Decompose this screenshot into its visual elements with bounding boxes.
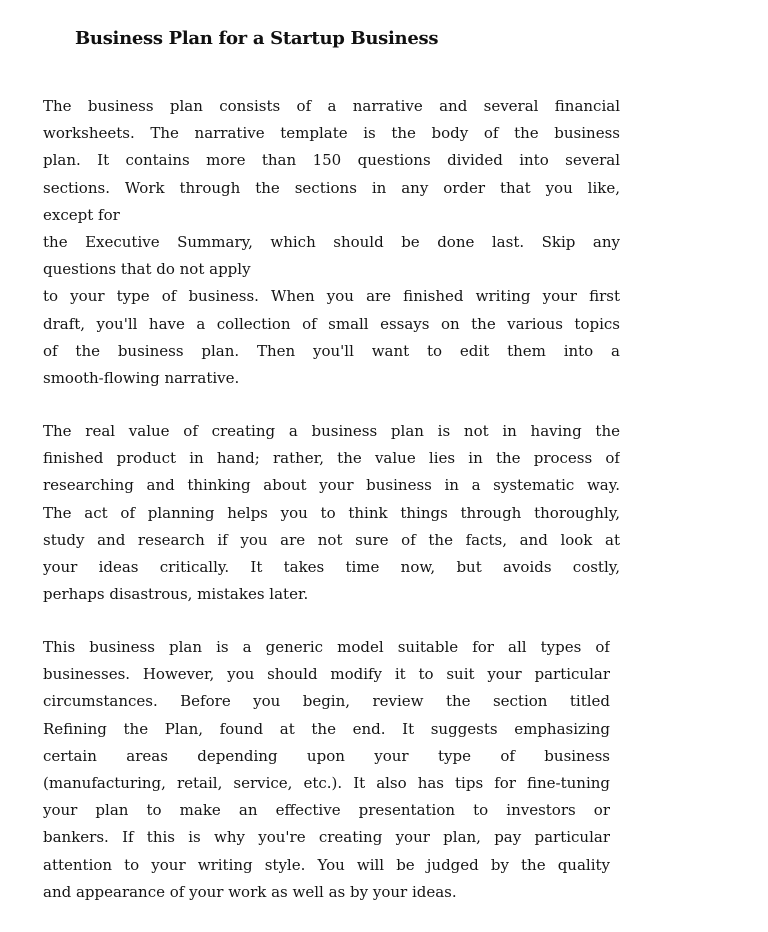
paragraph-line: plan. It contains more than 150 questions divided into several	[43, 151, 620, 170]
paragraph-line: draft, you'll have a collection of small essays on the various topics	[43, 314, 620, 333]
paragraph-line: The act of planning helps you to think things through thoroughly,	[43, 503, 620, 522]
paragraph-generic-model	[43, 634, 610, 906]
paragraph-line: certain areas depending upon your type of business	[43, 746, 610, 765]
paragraph-line: perhaps disastrous, mistakes later.	[43, 585, 309, 604]
paragraph-line: your ideas critically. It takes time now, but avoids costly,	[43, 557, 620, 576]
paragraph-line: This business plan is a generic model suitable for all types of	[43, 638, 610, 656]
paragraph-line: sections. Work through the sections in any order that you like,	[43, 178, 620, 197]
document-title: Business Plan for a Startup Business	[75, 28, 439, 49]
paragraph-value	[43, 418, 620, 608]
paragraph-line: Refining the Plan, found at the end. It suggests emphasizing	[43, 719, 610, 738]
paragraph-line: finished product in hand; rather, the value lies in the process of	[43, 449, 620, 468]
paragraph-line: worksheets. The narrative template is the body of the business	[43, 124, 620, 143]
paragraph-line: to your type of business. When you are finished writing your first	[43, 287, 620, 306]
paragraph-line: of the business plan. Then you'll want to edit them into a	[43, 341, 620, 360]
paragraph-line: the Executive Summary, which should be done last. Skip any	[43, 232, 620, 251]
paragraph-line: The business plan consists of a narrative and several financial	[43, 97, 620, 115]
paragraph-line: researching and thinking about your business in a systematic way.	[43, 476, 620, 495]
paragraph-line: and appearance of your work as well as by your ideas.	[43, 882, 457, 901]
paragraph-intro	[43, 93, 620, 392]
paragraph-line: (manufacturing, retail, service, etc.). It also has tips for fine-tuning	[43, 773, 610, 792]
paragraph-line: study and research if you are not sure of the facts, and look at	[43, 530, 620, 549]
paragraph-line: businesses. However, you should modify it to suit your particular	[43, 665, 610, 684]
paragraph-line: smooth-flowing narrative.	[43, 368, 240, 387]
paragraph-line: The real value of creating a business plan is not in having the	[43, 422, 620, 440]
paragraph-line: questions that do not apply	[43, 260, 251, 279]
paragraph-line: circumstances. Before you begin, review the section titled	[43, 692, 610, 711]
paragraph-line: attention to your writing style. You will be judged by the quality	[43, 855, 610, 874]
paragraph-line: your plan to make an effective presentation to investors or	[43, 801, 610, 820]
paragraph-line: except for	[43, 205, 120, 224]
paragraph-line: bankers. If this is why you're creating your plan, pay particular	[43, 828, 610, 847]
